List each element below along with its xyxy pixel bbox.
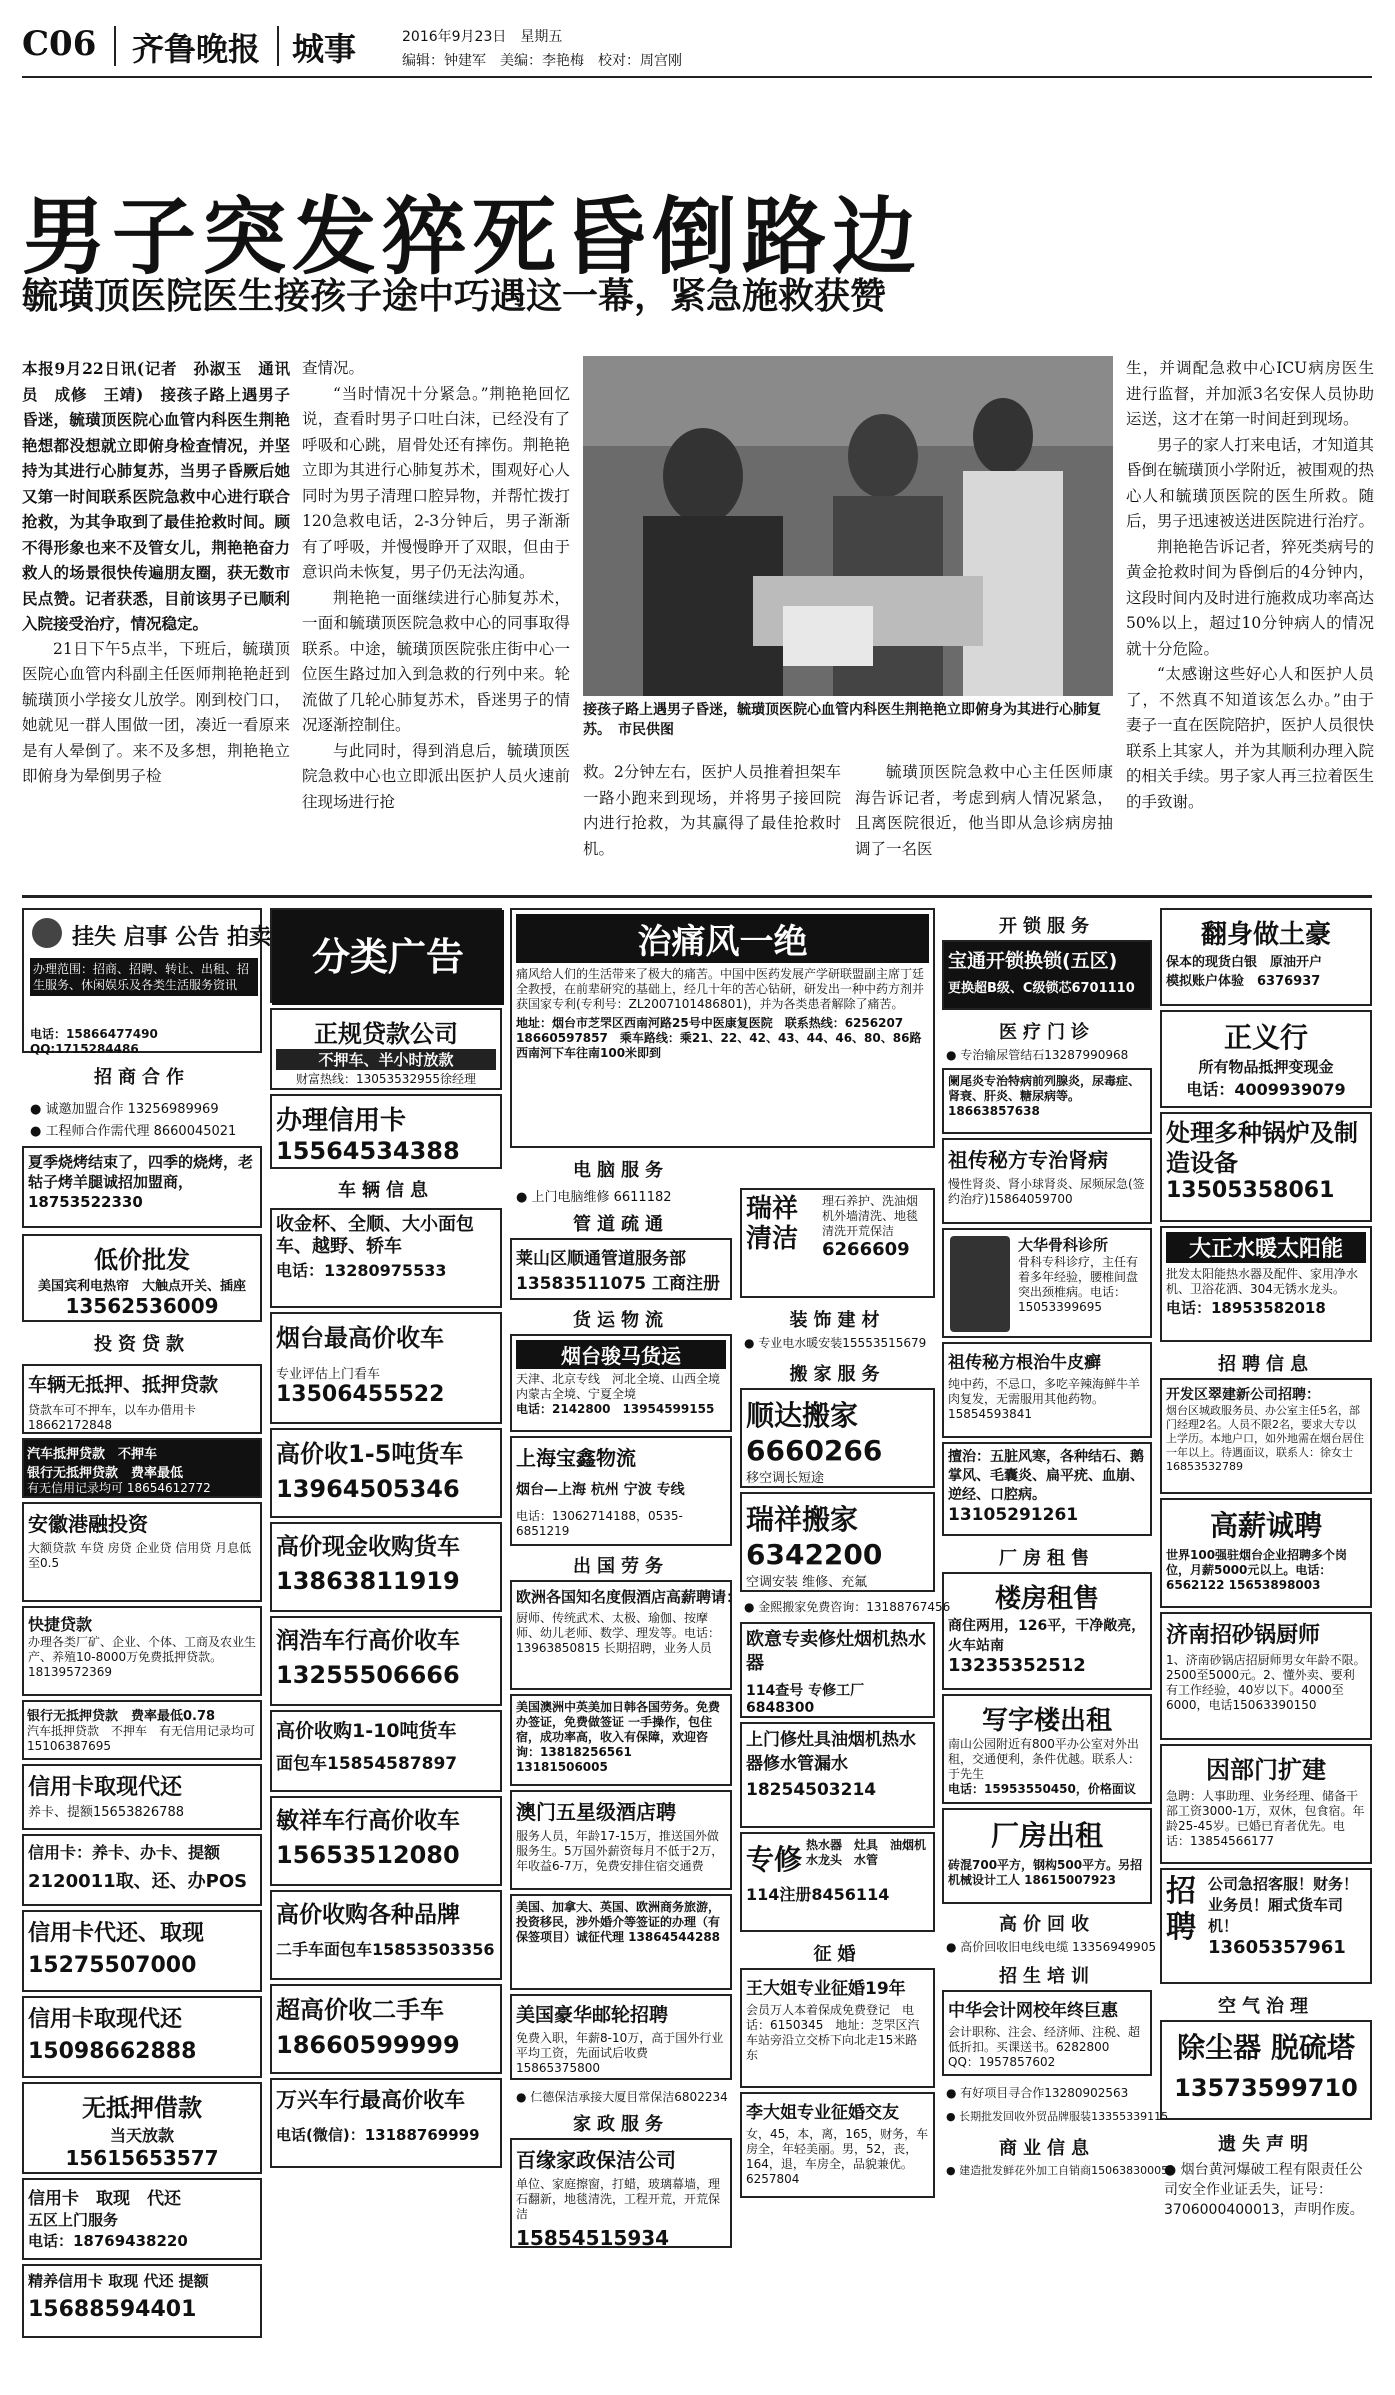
ad-box: [270, 2078, 502, 2168]
ad-title: 开发区翠建新公司招聘：: [1166, 1387, 1320, 1403]
ad-box: [1160, 1112, 1372, 1222]
ad-box: [1160, 1868, 1372, 1984]
ad-box: [942, 1442, 1152, 1536]
ad-title: 祖传秘方专治肾病: [948, 1148, 1108, 1172]
ad-text: 世界100强驻烟台企业招聘多个岗位，月薪5000元以上。电话：6562122 15653898003: [1166, 1548, 1348, 1592]
ad-title: 无抵押借款: [82, 2094, 202, 2122]
ad-text: 1、济南砂锅店招厨师男女年龄不限。2500至5000元。2、懂外卖、要利有工作经验，40岁以下。4000至6000，电话15063390150: [1166, 1653, 1366, 1712]
ad-box: [510, 908, 935, 1148]
ad-phone: 模拟账户体验 6376937: [1166, 974, 1321, 989]
ad-title: 楼房租售: [994, 1584, 1099, 1614]
ad-phone: 13863811919: [276, 1567, 460, 1595]
ad-box: [510, 1994, 732, 2080]
ad-phone: 13105291261: [948, 1505, 1079, 1525]
ad-box: [942, 1068, 1152, 1134]
ad-box: [1160, 1498, 1372, 1608]
ad-box: [510, 1436, 732, 1546]
ad-box: [270, 1008, 502, 1090]
ad-title: 信用卡：养卡、办卡、提额: [28, 1843, 221, 1862]
ad-phone: 面包车15854587897: [276, 1754, 458, 1774]
ad-title: 济南招砂锅厨师: [1166, 1623, 1321, 1648]
ad-title: 祖传秘方根治牛皮癣: [948, 1353, 1101, 1373]
ad-text: 五区上门服务: [28, 2211, 119, 2229]
ad-phone: 15275507000: [28, 1953, 197, 1978]
ad-line: ● 专治输尿管结石13287990968: [946, 1048, 1129, 1062]
ad-box: [270, 1616, 502, 1706]
ad-title: 信用卡取现代还: [28, 2007, 183, 2032]
ad-box: [270, 1890, 502, 1980]
ad-title: 烟台最高价收车: [276, 1324, 444, 1352]
ad-title: 瑞祥清洁: [746, 1194, 799, 1254]
ad-line: ● 仁德保洁承接大厦目常保洁6802234: [516, 2090, 728, 2104]
ad-phone: 15615653577: [65, 2146, 219, 2170]
ad-box: [1160, 908, 1372, 1006]
article-column-1: [22, 356, 290, 790]
category-heading: 出国劳务: [573, 1556, 669, 1577]
ad-box: [740, 1388, 935, 1488]
ad-text: 单位、家庭擦窗，打蜡，玻璃幕墙，理石翻新，地毯清洗，工程开荒，开荒保洁: [516, 2177, 721, 2221]
ad-box: [270, 1428, 502, 1518]
ad-line: ● 专业电水暖安装15553515679: [744, 1336, 927, 1350]
ad-text: 南山公园附近有800平办公室对外出租，交通便利，条件优越。联系人：于先生: [948, 1737, 1141, 1781]
brand-logo-icon: [32, 918, 62, 948]
ad-phone: 13583511075 工商注册: [516, 1274, 721, 1294]
ad-text: 阑尾炎专治特病前列腺炎，尿毒症、肾衰、肝炎、糖尿病等。18663857638: [948, 1074, 1141, 1118]
ad-line: ● 建造批发鲜花外加工自销商15063830005: [946, 2164, 1169, 2177]
ad-text: 会计职称、注会、经济师、注税、超低折扣。买课送书。6282800 QQ：1957857602: [948, 2025, 1141, 2069]
ad-phone: 二手车面包车15853503356: [276, 1940, 495, 1959]
ad-box: [740, 1188, 935, 1298]
ad-box: [510, 1790, 732, 1890]
ad-text: 有无信用记录均可 18654612772: [27, 1481, 211, 1495]
ad-box: [22, 1606, 262, 1696]
ad-title: 高价现金收购货车: [276, 1534, 460, 1560]
category-heading: 管道疏通: [573, 1214, 669, 1235]
ad-line: ● 工程师合作需代理 8660045021: [30, 1124, 237, 1139]
ad-title: 王大姐专业征婚19年: [746, 1979, 906, 1999]
ad-line: ● 有好项目寻合作13280902563: [946, 2086, 1129, 2100]
ad-title: 宝通开锁换锁(五区): [948, 950, 1118, 972]
ad-text: 骨科专科诊疗，主任有着多年经验，腰椎间盘突出颈椎病。电话：15053399695: [1018, 1255, 1139, 1314]
ad-box: [22, 1502, 262, 1602]
ad-box: [942, 1138, 1152, 1224]
ad-title: 瑞祥搬家: [746, 1503, 859, 1536]
doctor-portrait-icon: [950, 1236, 1010, 1332]
category-heading: 招聘信息: [1218, 1354, 1314, 1375]
ad-text: 免费入职，年薪8-10万，高于国外行业平均工资，先面试后收费 15865375800: [516, 2031, 724, 2075]
ad-phone: 13964505346: [276, 1475, 460, 1503]
ad-box: [22, 1146, 262, 1228]
ad-phone: 15688594401: [28, 2297, 197, 2322]
ad-title: 顺达搬家: [746, 1399, 859, 1432]
category-heading: 投资贷款: [94, 1334, 190, 1355]
ad-title: 欧洲各国知名度假酒店高薪聘请：: [516, 1588, 742, 1606]
ad-title: 莱山区顺通管道服务部: [516, 1249, 686, 1269]
class-ad-label: 分类广告: [272, 910, 504, 1005]
ad-box: [942, 940, 1152, 1010]
article-paragraph: 救。2分钟左右，医护人员推着担架车一路小跑来到现场，并将男子接回院内进行抢救，为其赢得了最佳抢救时机。: [583, 763, 841, 858]
ad-title: 安徽港融投资: [28, 1512, 148, 1536]
ad-box: [1160, 2020, 1372, 2120]
ad-phone: 13506455522: [276, 1382, 445, 1407]
ad-text: 所有物品抵押变现金: [1198, 1058, 1334, 1076]
ad-box: [22, 1364, 262, 1434]
ad-phone: 6342200: [746, 1538, 883, 1571]
category-heading: 装饰建材: [789, 1310, 886, 1331]
section-name: 城事: [292, 30, 357, 68]
ad-phone: 电话：2142800 13954599155: [516, 1402, 715, 1416]
ad-phone: 电话：18953582018: [1166, 1299, 1326, 1317]
article-paragraph: 荆艳艳一面继续进行心肺复苏术，一面和毓璜顶医院急救中心的同事取得联系。中途，毓璜顶医院张庄街中心一位医生路过加入到急救的行列中来。轮流做了几轮心肺复苏术，昏迷男子的情况逐渐控制住。: [302, 588, 570, 734]
ad-title: 信用卡代还、取现: [28, 1921, 205, 1946]
article-paragraph: 男子的家人打来电话，才知道其昏倒在毓璜顶小学附近，被围观的热心人和毓璜顶医院的医生所救。随后，男子迅速被送进医院进行治疗。: [1126, 435, 1375, 530]
ad-box: [1160, 1744, 1372, 1864]
ad-box: [510, 1694, 732, 1786]
ad-title: 欧意专卖修灶烟机热水器: [746, 1629, 926, 1674]
ad-title: 高价收购各种品牌: [276, 1902, 460, 1928]
ad-title: 大华骨科诊所: [1018, 1236, 1109, 1254]
ad-phone: 电话：13062714188，0535-6851219: [516, 1509, 683, 1538]
article-paragraph: 毓璜顶医院急救中心主任医师康海告诉记者，考虑到病人情况紧急，且离医院很近，他当即从急诊病房抽调了一名医: [855, 763, 1113, 858]
ad-phone: 电话：13280975533: [276, 1261, 447, 1280]
ad-text: 理石养护、洗油烟机外墙清洗、地毯清洗开荒保洁: [822, 1194, 919, 1238]
ad-text: 痛风给人们的生活带来了极大的痛苦。中国中医药发展产学研联盟副主席丁廷全教授，在前辈研究的基础上，经几十年的苦心钻研，研发出一种中药方剂并获国家专利(专利号：ZL2007101486801)，并为各类患者解除了痛苦。: [516, 967, 925, 1011]
article-paragraph: “当时情况十分紧急。”荆艳艳回忆说，查看时男子口吐白沫，已经没有了呼吸和心跳，眉骨处还有摔伤。荆艳艳立即为其进行心肺复苏术，围观好心人同时为男子清理口腔异物，并帮忙拨打120急救电话，2-3分钟后，男子渐渐有了呼吸，并慢慢睁开了双眼，但由于意识尚未恢复，男子仍无法沟通。: [302, 384, 570, 581]
category-heading: 车辆信息: [338, 1180, 434, 1201]
ad-text: 美国澳洲中英美加日韩各国劳务。免费办签证，免费做签证 一手操作，包住宿，成功率高，收入有保障，欢迎咨询：13818256561 13181506005: [516, 1700, 721, 1774]
article-column-4: [855, 760, 1113, 862]
ad-phone: 13562536009: [65, 1294, 219, 1318]
ad-title: 收金杯、全顺、大小面包车、越野、轿车: [276, 1214, 474, 1257]
ad-phone: 13505358061: [1166, 1178, 1335, 1203]
ad-text: 114查号 专修工厂6848300: [746, 1683, 865, 1716]
ad-box: [270, 1710, 502, 1792]
ad-title: 招聘: [1166, 1874, 1196, 1945]
article-paragraph: 本报9月22日讯(记者 孙淑玉 通讯员 成修 王靖) 接孩子路上遇男子昏迷，毓璜顶医院心血管内科医生荆艳艳想都没想就立即俯身检查情况，并坚持为其进行心肺复苏，当男子昏厥后她又第一时间联系医院急救中心进行联合抢救，为其争取到了最佳抢救时间。顾不得形象也来不及管女儿，荆艳艳奋力救人的场景很快传遍朋友圈，获无数市民点赞。记者获悉，目前该男子已顺利入院接受治疗，情况稳定。: [22, 359, 290, 633]
ad-text: 汽车抵押贷款 不押车 有无信用记录均可15106387695: [27, 1724, 256, 1753]
page-header: [22, 18, 1372, 78]
ad-text: 当天放款: [109, 2126, 174, 2145]
ad-title: 翻身做土豪: [1200, 920, 1331, 950]
ad-title: 办理信用卡: [276, 1106, 407, 1136]
ad-box: [942, 1694, 1152, 1804]
category-heading: 电脑服务: [573, 1160, 669, 1181]
ad-box: [1160, 1612, 1372, 1740]
ad-text: 纯中药，不忌口，多吃辛辣海鲜牛羊肉复发，无需服用其他药物。15854593841: [948, 1377, 1141, 1421]
article-paragraph: 查情况。: [302, 359, 365, 377]
ad-box: [942, 1228, 1152, 1338]
ad-title: 万兴车行最高价收车: [276, 2088, 465, 2112]
ad-phone: 13605357961: [1208, 1937, 1346, 1958]
ad-title: 上门修灶具油烟机热水器修水管漏水: [746, 1730, 916, 1774]
ad-box: [1160, 1378, 1372, 1494]
category-heading: 遗失声明: [1218, 2134, 1314, 2155]
ad-box: [22, 1438, 262, 1498]
ad-box: [22, 1996, 262, 2078]
ad-text: 服务人员，年龄17-15万，推送国外做服务生。5万国外薪资每月不低于2万，年收益6-7万，免费安排住宿交通费: [516, 1829, 724, 1873]
ad-title: 处理多种锅炉及制造设备: [1166, 1119, 1358, 1177]
ad-title: 银行无抵押贷款 费率最低0.78: [27, 1709, 216, 1724]
ad-box: [942, 1342, 1152, 1438]
ad-box: [1160, 1226, 1372, 1342]
article-paragraph: 21日下午5点半，下班后，毓璜顶医院心血管内科副主任医师荆艳艳赶到毓璜顶小学接女儿放学。刚到校门口，她就见一群人围做一团，凑近一看原来是有人晕倒了。来不及多想，荆艳艳立即俯身为晕倒男子检: [22, 639, 290, 785]
classified-ads-section: [22, 895, 1372, 2378]
ad-title: 汽车抵押贷款 不押车: [27, 1447, 158, 1462]
ad-title: 写字楼出租: [981, 1706, 1112, 1736]
ad-text: 2120011取、还、办POS: [28, 1871, 248, 1892]
ad-box: [942, 1990, 1152, 2076]
ad-phone: 6266609: [822, 1239, 910, 1260]
news-photo: [583, 356, 1113, 696]
masthead-scope: 办理范围：招商、招聘、转让、出租、招生服务、休闲娱乐及各类生活服务资讯: [30, 958, 258, 996]
ad-title: 正义行: [1223, 1021, 1308, 1054]
ad-text: 大额贷款 车贷 房贷 企业贷 信用贷 月息低至0.5: [28, 1541, 252, 1570]
ad-phone: 13235352512: [948, 1655, 1086, 1676]
article-paragraph: 荆艳艳告诉记者，猝死类病号的黄金抢救时间为昏倒后的4分钟内，这段时间内及时进行施救成功率高达50%以上，超过10分钟病人的情况就十分危险。: [1126, 537, 1375, 658]
ad-title: 润浩车行高价收车: [276, 1628, 460, 1654]
ad-box: [22, 1834, 262, 1906]
ad-phone: 6660266: [746, 1434, 883, 1467]
ad-text: 移空调长短途: [746, 1471, 825, 1486]
ad-phone: 18660599999: [276, 2031, 460, 2059]
ad-text: 天津、北京专线 河北全境、山西全境 内蒙古全境、宁夏全境: [516, 1372, 733, 1401]
ad-text: 擅治：五脏风寒，各种结石、鹅掌风、毛囊炎、扁平疣、血崩、逆经、口腔病。: [948, 1449, 1144, 1503]
ad-line: ● 上门电脑维修 6611182: [516, 1190, 672, 1205]
ad-text: 更换超B级、C级锁芯6701110: [948, 981, 1135, 996]
ad-title: 信用卡取现代还: [28, 1775, 183, 1800]
ad-box: [270, 1522, 502, 1612]
ad-title: 快捷贷款: [28, 1615, 93, 1634]
ad-title: 李大姐专业征婚交友: [746, 2103, 899, 2123]
category-heading: 医疗门诊: [999, 1022, 1095, 1043]
ad-box: [510, 1238, 732, 1300]
class-ad-banner: [270, 908, 502, 1003]
category-heading: 招生培训: [999, 1966, 1095, 1987]
ad-title: 上海宝鑫物流: [516, 1446, 636, 1470]
ad-text: 美国宾利电热帘 大触点开关、插座: [37, 1279, 246, 1294]
article-paragraph: 与此同时，得到消息后，毓璜顶医院急救中心也立即派出医护人员火速前往现场进行抢: [302, 741, 570, 811]
article-paragraph: 生，并调配急救中心ICU病房医生进行监督，并加派3名安保人员协助运送，这才在第一时间赶到现场。: [1126, 359, 1374, 428]
ad-box: [270, 1984, 502, 2074]
ad-box: [22, 2082, 262, 2174]
ad-phone: 13255506666: [276, 1661, 460, 1689]
masthead-title: 挂失 启事 公告 拍卖: [72, 925, 271, 950]
category-heading: 厂房租售: [999, 1548, 1095, 1569]
ad-box: [740, 1968, 935, 2088]
category-heading: 招商合作: [94, 1067, 190, 1088]
ad-title: 超高价收二手车: [276, 1996, 444, 2024]
ad-phone: 13573599710: [1174, 2074, 1358, 2102]
ad-box: [740, 1832, 939, 1932]
ad-title: 因部门扩建: [1206, 1756, 1326, 1784]
article-subhead: 毓璜顶医院医生接孩子途中巧遇这一幕，紧急施救获赞: [22, 276, 887, 317]
ad-title: 烟台骏马货运: [516, 1340, 726, 1369]
ad-box: [510, 1580, 742, 1690]
ad-box: [22, 1700, 262, 1760]
ad-text: 商住两用，126平，干净敞亮，火车站南: [948, 1618, 1146, 1654]
photo-caption: 接孩子路上遇男子昏迷，毓璜顶医院心血管内科医生荆艳艳立即俯身为其进行心肺复苏。 市民供图: [583, 702, 1101, 738]
ad-title: 专修: [746, 1843, 803, 1876]
ad-title: 精养信用卡 取现 代还 提额: [28, 2272, 209, 2290]
ad-title: 大正水暖太阳能: [1166, 1232, 1366, 1263]
ad-text: 慢性肾炎、肾小球肾炎、尿频尿急(签约治疗)15864059700: [948, 1177, 1145, 1206]
ad-title: 澳门五星级酒店聘: [516, 1800, 676, 1824]
ad-text: 女，45，本，离，165，财务，车房全，年轻美丽。男，52，丧，164，退，车房全，品貌兼优。6257804: [746, 2127, 929, 2186]
ad-title: 高价收1-5吨货车: [276, 1440, 464, 1468]
category-heading: 空气治理: [1218, 1996, 1314, 2017]
ad-title: 百缘家政保洁公司: [516, 2148, 676, 2172]
ad-text: 养卡、提额15653826788: [28, 1805, 184, 1820]
classified-masthead: [22, 908, 271, 1056]
ad-box: [22, 1764, 262, 1830]
ad-text: 办理各类厂矿、企业、个体、工商及农业生产、养殖10-8000万免费抵押贷款。18139572369: [28, 1635, 257, 1679]
ad-box: [270, 1312, 502, 1424]
editor-line: 编辑：钟建军 美编：李艳梅 校对：周宫刚: [402, 53, 682, 69]
ad-text: 空调安装 维修、充氟: [746, 1575, 868, 1590]
ad-text: 夏季烧烤结束了，四季的烧烤，老轱子烤羊腿诚招加盟商，18753522330: [28, 1153, 254, 1211]
ad-box: [510, 1334, 732, 1432]
ad-phone: 电话：18769438220: [28, 2232, 188, 2250]
ad-text: 银行无抵押贷款 费率最低: [27, 1466, 184, 1481]
ad-box: [740, 1722, 935, 1828]
ad-phone: 电话(微信)：13188769999: [276, 2126, 480, 2144]
ad-text: 砖混700平方，钢构500平方。另招机械设计工人 18615007923: [948, 1858, 1143, 1887]
ad-text: 烟台区城政服务员、办公室主任5名，部门经理2名。人员不限2名，要求大专以上学历。本地户口，如外地需在烟台居住一年以上。待遇面议，联系人：徐女士 16853532789: [1166, 1404, 1364, 1473]
ad-phone: 电话：15953550450，价格面议: [948, 1782, 1136, 1796]
ad-title: 高价收购1-10吨货车: [276, 1720, 457, 1742]
ad-phone: 15564534388: [276, 1137, 460, 1165]
article-column-3: [583, 760, 841, 862]
ad-phone: 15653512080: [276, 1841, 460, 1869]
article-column-2: [302, 356, 570, 815]
ad-box: [22, 1910, 262, 1992]
ad-text: 美国、加拿大、英国、欧洲商务旅游，投资移民，涉外婚介等签证的办理（有保签项目）诚征代理 13864544288: [516, 1900, 721, 1944]
ad-box: [22, 1234, 262, 1322]
ad-box: [1160, 1010, 1372, 1108]
page-number: C06: [22, 24, 97, 64]
category-heading: 搬家服务: [789, 1364, 886, 1385]
article-column-5: [1126, 356, 1374, 815]
ad-title: 低价批发: [94, 1246, 190, 1274]
masthead-phone: 电话：15866477490 QQ:1715284486: [30, 1027, 170, 1056]
ad-text: 不押车、半小时放款: [276, 1049, 496, 1070]
category-heading: 货运物流: [573, 1310, 669, 1331]
header-divider: [114, 26, 116, 66]
ad-box: [740, 2092, 935, 2198]
ad-box: [22, 2264, 262, 2338]
ad-title: 中华会计网校年终巨惠: [948, 2001, 1118, 2021]
ad-text: 专业评估上门看车: [276, 1367, 381, 1382]
header-divider: [277, 26, 279, 66]
date-line: 2016年9月23日 星期五: [402, 29, 563, 45]
ad-title: 信用卡 取现 代还: [28, 2189, 181, 2209]
ad-box: [942, 1808, 1152, 1904]
ad-line: ● 长期批发回收外贸品牌服装13355339115: [946, 2110, 1169, 2123]
ad-address: 地址：烟台市芝罘区西南河路25号中医康复医院 联系热线：6256207 18660597857 乘车路线：乘21、22、42、43、44、46、80、86路西南河下车往南100米即到: [516, 1016, 922, 1060]
ad-title: 厂房出租: [990, 1819, 1103, 1852]
ad-phone: 15854515934: [516, 2226, 670, 2250]
ad-box: [510, 2138, 732, 2248]
lost-notice: ● 烟台黄河爆破工程有限责任公司安全作业证丢失，证号：3706000400013，声明作废。: [1164, 2162, 1364, 2218]
ad-text: 厨师、传统武术、太极、瑜伽、按摩师、幼儿老师、数学、理发等。电话：13963850815 长期招聘，业务人员: [516, 1611, 721, 1655]
ad-title: 除尘器 脱硫塔: [1177, 2031, 1355, 2064]
article-paragraph: “太感谢这些好心人和医护人员了，不然真不知道该怎么办。”由于妻子一直在医院陪护，医护人员很快联系上其家人，并为其顺利办理入院的相关手续。男子家人再三拉着医生的手致谢。: [1126, 665, 1375, 811]
category-heading: 高价回收: [999, 1914, 1095, 1935]
ad-box: [270, 1796, 502, 1886]
ad-box: [740, 1492, 935, 1592]
ad-text: 热水器 灶具 油烟机 水龙头 水管: [806, 1838, 939, 1867]
ad-box: [510, 1894, 732, 1990]
ad-text: 公司急招客服！财务！业务员！厢式货车司机！: [1208, 1875, 1359, 1935]
category-heading: 家政服务: [573, 2114, 669, 2135]
ad-title: 正规贷款公司: [314, 1020, 458, 1048]
ad-box: [942, 1572, 1152, 1690]
ad-text: 烟台—上海 杭州 宁波 专线: [516, 1482, 685, 1498]
ad-box: [22, 2178, 262, 2260]
ad-line: ● 金熙搬家免费咨询：13188767456: [744, 1600, 951, 1614]
ad-box: [270, 1208, 502, 1308]
category-heading: 商业信息: [999, 2138, 1095, 2159]
ad-text: 会员万人本着保成免费登记 电话：6150345 地址：芝罘区汽车站旁沿立交桥下向北走15米路东: [746, 2003, 920, 2062]
ad-phone: 114注册8456114: [746, 1885, 890, 1904]
ad-text: 批发太阳能热水器及配件、家用净水机、卫浴花洒、304无锈水龙头。: [1166, 1267, 1359, 1296]
ad-phone: 15098662888: [28, 2039, 197, 2064]
ad-line: ● 高价回收旧电线电缆 13356949905: [946, 1940, 1157, 1954]
ad-box: [270, 1094, 502, 1169]
ad-line: ● 诚邀加盟合作 13256989969: [30, 1102, 219, 1117]
ad-phone: 18254503214: [746, 1780, 877, 1800]
ad-title: 美国豪华邮轮招聘: [516, 2004, 669, 2026]
category-heading: 征婚: [813, 1944, 862, 1965]
ad-title: 敏祥车行高价收车: [276, 1808, 460, 1834]
category-heading: 开锁服务: [999, 916, 1095, 937]
article-headline: 男子突发猝死昏倒路边: [22, 187, 923, 286]
ad-text: 贷款车可不押车，以车办借用卡18662172848: [28, 1403, 197, 1432]
ad-title: 高薪诚聘: [1209, 1509, 1322, 1542]
ad-title: 车辆无抵押、抵押贷款: [28, 1374, 219, 1396]
newspaper-brand: 齐鲁晚报: [132, 30, 261, 68]
ad-phone: 电话：4009939079: [1186, 1080, 1346, 1099]
ad-phone: 财富热线：13053532955徐经理: [296, 1072, 476, 1086]
ad-title: 治痛风一绝: [516, 914, 929, 963]
ad-box: [740, 1622, 935, 1718]
ad-text: 保本的现货白银 原油开户: [1166, 955, 1323, 970]
ad-text: 急聘：人事助理、业务经理、储备干部工资3000-1万，双休，包食宿。年龄25-45岁。已婚已育者优先。电话：13854566177: [1166, 1789, 1365, 1848]
